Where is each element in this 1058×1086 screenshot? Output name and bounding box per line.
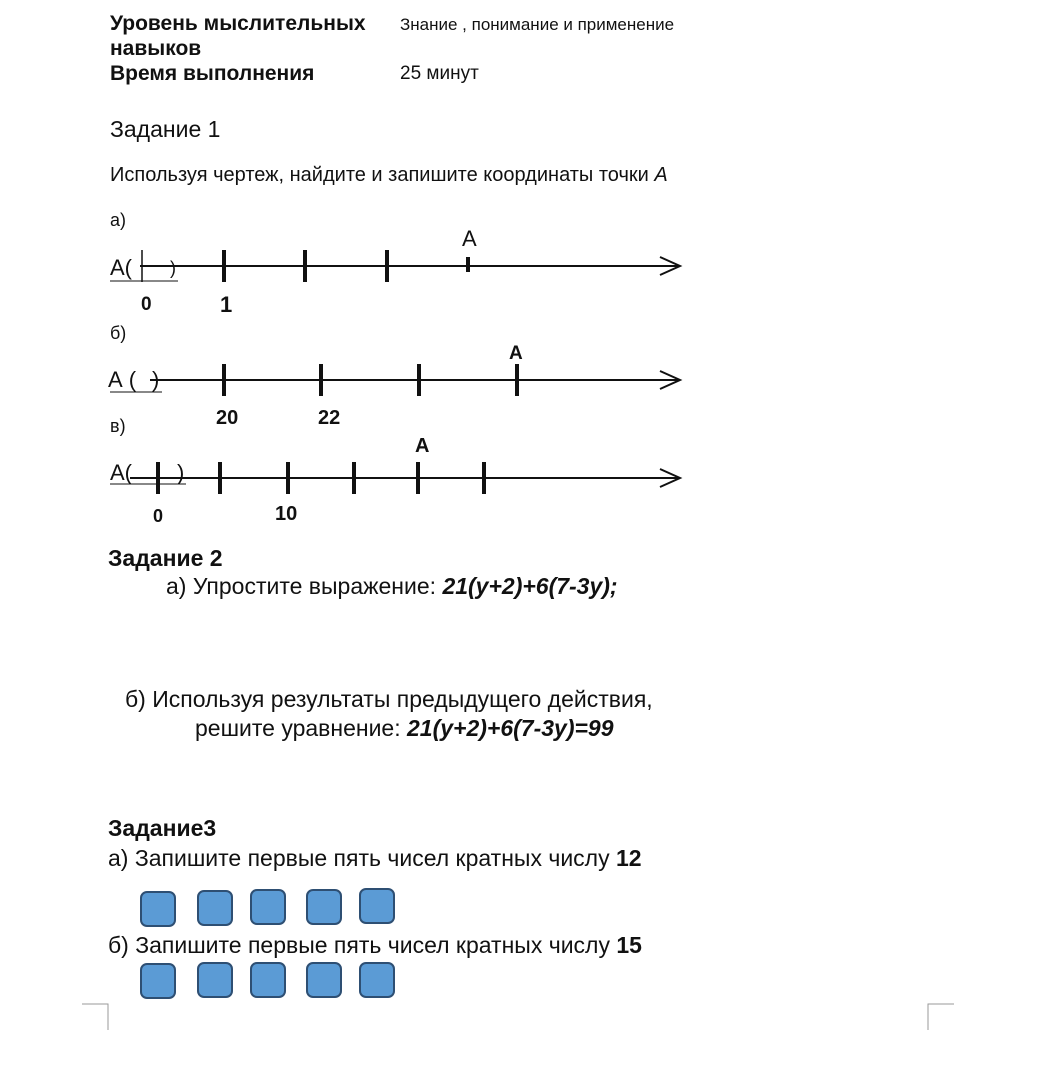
task1-title: Задание 1	[110, 116, 221, 142]
answer-box-b4[interactable]	[306, 962, 342, 998]
answer-box-a1[interactable]	[140, 891, 176, 927]
skill-level-label-2: навыков	[110, 37, 202, 60]
task1-c-tick-label-0: 0	[153, 506, 164, 526]
answer-box-a2[interactable]	[197, 890, 233, 926]
task3-a-number: 12	[615, 845, 642, 871]
task3-title: Задание3	[108, 815, 217, 841]
answer-box-b2[interactable]	[197, 962, 233, 998]
task1-b-label: б)	[110, 323, 127, 343]
task2-a	[166, 573, 618, 600]
task1-a-answer-close: )	[170, 258, 176, 278]
task1-c-answer: А(	[110, 460, 132, 485]
time-label: Время выполнения	[110, 62, 315, 85]
answer-box-a3[interactable]	[250, 889, 286, 925]
page-corner-right	[928, 1004, 954, 1030]
task3-a	[108, 845, 642, 872]
task1-instruction-point: А	[654, 164, 668, 186]
answer-box-b1[interactable]	[140, 963, 176, 999]
task1-c-tick-label-10: 10	[275, 503, 298, 525]
task1-a-point-label: А	[462, 226, 477, 251]
task1-instruction-text: Используя чертеж, найдите и запишите координаты точки	[110, 164, 655, 186]
task3-b	[108, 932, 642, 959]
task2-b-expression: 21(y+2)+6(7-3y)=99	[407, 715, 614, 741]
task2-b-line2	[195, 715, 614, 742]
skill-level-label: Уровень мыслительных	[110, 12, 366, 35]
answer-box-a5[interactable]	[359, 888, 395, 924]
task1-a-answer: А(	[110, 255, 132, 280]
task3-b-text: б) Запишите первые пять чисел кратных числу	[108, 932, 617, 958]
task1-b-point-label: А	[509, 343, 523, 364]
answer-box-a4[interactable]	[306, 889, 342, 925]
task2-a-expression: 21(y+2)+6(7-3y);	[442, 573, 618, 599]
task3-a-text: а) Запишите первые пять чисел кратных числу	[108, 845, 616, 871]
task1-c-answer-close: )	[177, 460, 185, 485]
answer-box-b5[interactable]	[359, 962, 395, 998]
task1-b-tick-label-20: 20	[216, 407, 239, 429]
task1-b-answer: А (	[108, 367, 137, 392]
time-value: 25 минут	[400, 63, 479, 84]
task2-title: Задание 2	[108, 545, 223, 571]
task1-c-point-label: А	[415, 435, 430, 457]
task2-b-text: решите уравнение:	[195, 715, 407, 741]
skill-level-value: Знание , понимание и применение	[400, 15, 675, 34]
task1-a-tick-label-0: 0	[141, 294, 152, 315]
page-corner-left	[82, 1004, 108, 1030]
task1-a-label: а)	[110, 210, 127, 230]
task3-b-number: 15	[616, 932, 642, 958]
task2-b-line1: б) Используя результаты предыдущего действия,	[125, 686, 653, 712]
task1-c-label: в)	[110, 416, 126, 436]
task1-a-tick-label-1: 1	[220, 292, 233, 317]
task2-a-text: а) Упростите выражение:	[166, 573, 443, 599]
task1-b-answer-close: )	[152, 367, 160, 392]
answer-box-b3[interactable]	[250, 962, 286, 998]
task1-b-tick-label-22: 22	[318, 407, 341, 429]
